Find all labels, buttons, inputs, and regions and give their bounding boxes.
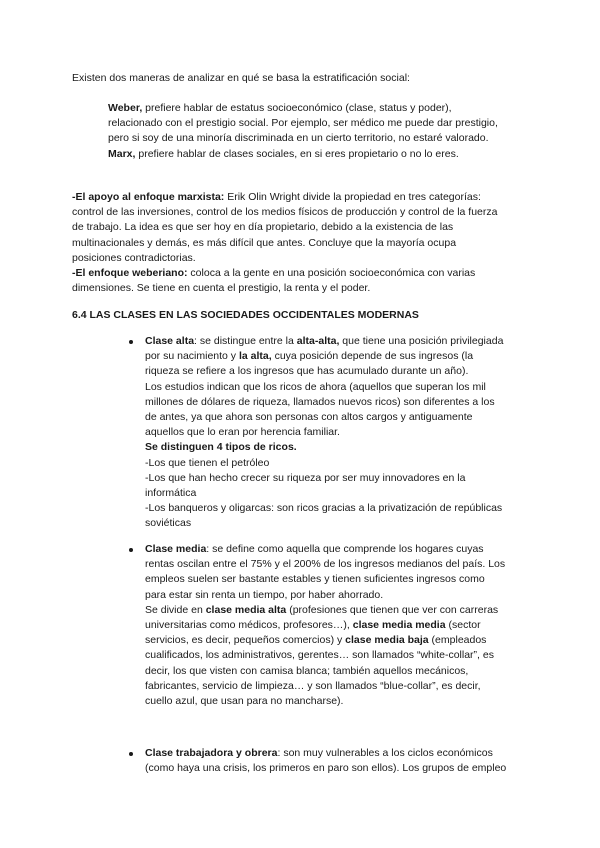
bullet-icon [129,752,133,756]
clase-media-baja-term: clase media baja [345,634,429,647]
clase-media-text: (empleados [428,634,487,647]
ricos-type-item: -Los que tienen el petróleo [145,456,270,469]
clase-media-media-term: clase media media [352,619,446,632]
clase-media-text: : se define como aquella que comprende los hogares cuyas [206,543,484,555]
weber-label: Weber, [108,102,143,114]
clase-alta-text: cuya posición depende de sus ingresos (la [271,350,474,363]
section-title [72,308,419,323]
clase-media-label: Clase media [145,543,207,555]
clase-media-text: (profesiones que tienen que ver con carreras [286,603,499,616]
ricos-type-item: soviéticas [145,517,192,530]
ricos-types-heading: Se distinguen 4 tipos de ricos. [145,441,297,454]
weber-text-1: prefiere hablar de estatus socioeconómico (clase, status y poder), [142,102,452,114]
clase-trabajadora-label: Clase trabajadora y obrera [145,747,278,759]
marx-text-1: prefiere hablar de clases sociales, en si eres propietario o no lo eres. [135,147,459,160]
clase-alta-text: Los estudios indican que los ricos de ahora (aquellos que superan los mil [145,380,486,393]
marxist-text-3: de trabajo. La idea es que ser hoy en día propietario, debido a la existencia de las [72,221,454,234]
clase-media-text: para estar sin renta un tiempo, por haber ahorrado. [145,588,384,601]
clase-media-text: servicios, es decir, pequeños comercios) y [145,634,346,647]
clase-media-item [145,542,505,709]
clase-media-text: (sector [445,619,481,632]
weber-marx-paragraph [108,101,498,162]
ricos-type-item: -Los que han hecho crecer su riqueza por ser muy innovadores en la [145,471,466,484]
weberian-text-2: dimensiones. Se tiene en cuenta el prestigio, la renta y el poder. [72,282,371,295]
alta-alta-term: alta-alta, [296,335,340,347]
marxist-text-2: control de las inversiones, control de los medios físicos de producción y control de la fuerza [72,206,498,219]
la-alta-term: la alta, [238,350,272,363]
weberian-approach-label: -El enfoque weberiano: [72,267,188,280]
clase-trabajadora-item [145,746,506,776]
weberian-text-1: coloca a la gente en una posición socioeconómica con varias [187,267,476,280]
clase-alta-item [145,334,503,532]
weber-text-3: pero si soy de una minoría discriminada en un cierto territorio, no estaré valorado. [108,132,489,145]
clase-media-text: universitarias como médicos, profesores…), [145,619,353,632]
approaches-paragraph [72,190,497,296]
marxist-text-4: multinacionales y demás, es más difícil que antes. Concluye que la mayoría ocupa [72,236,457,249]
clase-alta-text: millones de dólares de riqueza, llamados nuevos ricos) son diferentes a los [145,395,495,408]
ricos-type-item: -Los banqueros y oligarcas: son ricos gracias a la privatización de repúblicas [145,502,503,515]
clase-media-text: fabricantes, servicio de limpieza… y son llamados “blue-collar”, es decir, [145,679,481,692]
clase-media-text: Se divide en [145,603,206,616]
clase-trabajadora-text: : son muy vulnerables a los ciclos económicos [277,747,493,759]
intro-text: Existen dos maneras de analizar en qué se basa la estratificación social: [72,72,410,84]
marxist-text-1: Erik Olin Wright divide la propiedad en tres categorías: [224,191,481,203]
clase-media-text: rentas oscilan entre el 75% y el 200% de los ingresos medianos del país. Los [145,558,506,571]
intro-paragraph [72,71,410,86]
clase-alta-text: riqueza se refiere a los ingresos que has acumulado durante un año). [145,365,469,378]
ricos-type-item: informática [145,487,197,500]
marxist-text-5: posiciones contradictorias. [72,251,196,264]
clase-alta-text: de antes, ya que ahora son personas con altos cargos y antiguamente [145,411,473,424]
clase-alta-text: que tiene una posición privilegiada [339,335,504,347]
marxist-approach-label: -El apoyo al enfoque marxista: [72,191,225,203]
clase-media-text: cuello azul, que usan para no mancharse). [145,695,344,708]
weber-text-2: relacionado con el prestigio social. Por ejemplo, ser médico me puede dar prestigio, [108,117,498,130]
clase-alta-text: aquellos que lo eran por herencia familiar. [145,426,340,439]
bullet-icon [129,340,133,344]
bullet-icon [129,548,133,552]
section-title-text: 6.4 LAS CLASES EN LAS SOCIEDADES OCCIDENTALES MODERNAS [72,309,419,321]
clase-trabajadora-text: (como haya una crisis, los primeros en paro son ellos). Los grupos de empleo [145,762,507,775]
clase-media-text: cualificados, los administrativos, gerentes… son llamados “white-collar”, es [145,649,494,662]
clase-media-text: empleos suelen ser bastante estables y tienen suficientes ingresos como [145,573,485,586]
clase-alta-text: por su nacimiento y [145,350,239,363]
clase-alta-label: Clase alta [145,335,195,347]
clase-alta-text: : se distingue entre la [194,335,297,347]
clase-media-alta-term: clase media alta [205,603,287,616]
marx-label: Marx, [108,147,136,160]
clase-media-text: decir, los que visten con camisa blanca; también aquellos mecánicos, [145,664,469,677]
